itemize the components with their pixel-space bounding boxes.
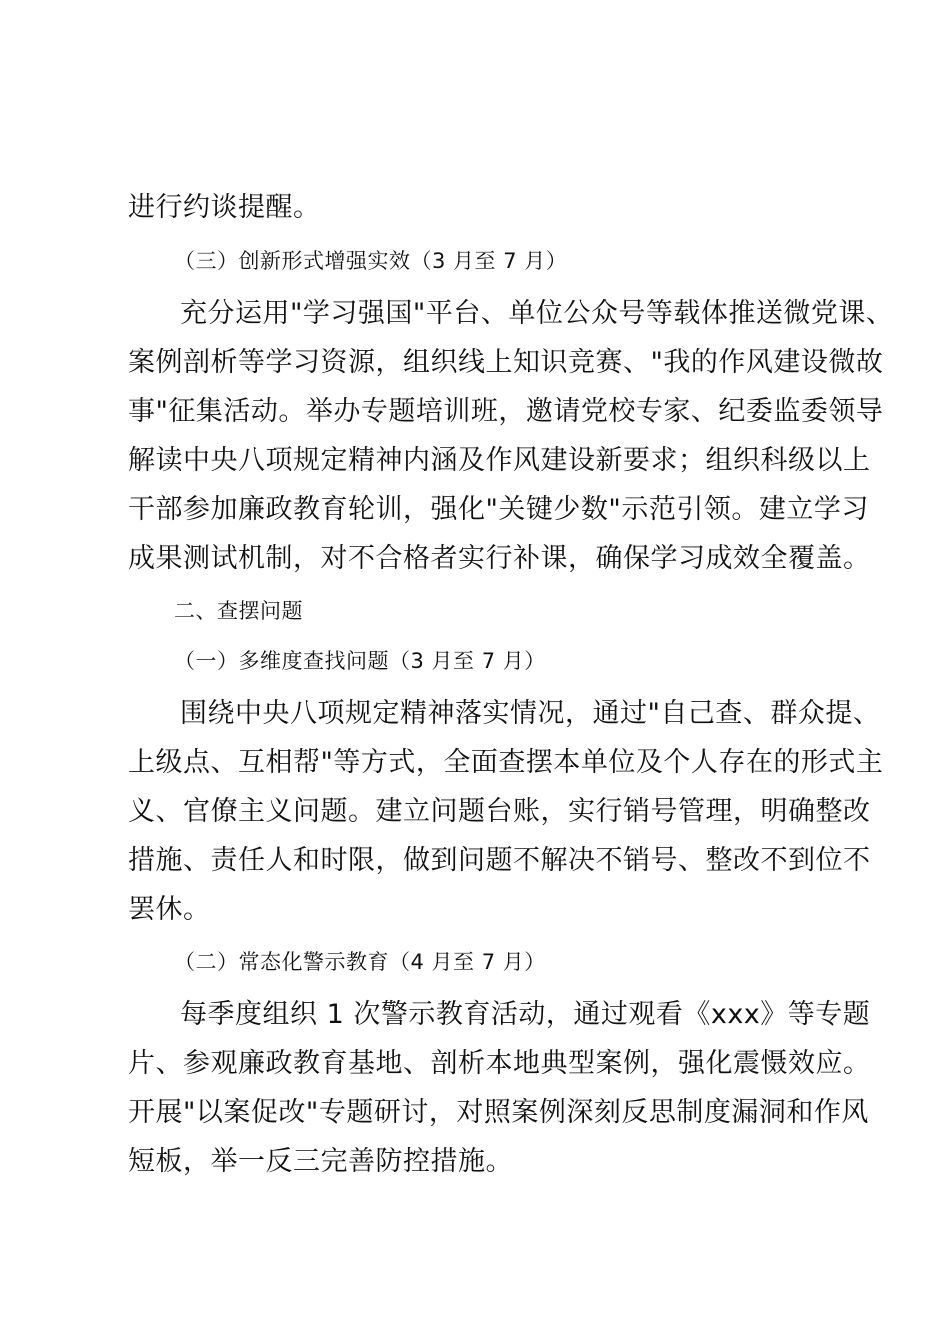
paragraph-line: 短板，举一反三完善防控措施。 (128, 1146, 513, 1177)
paragraph-line: 措施、责任人和时限，做到问题不解决不销号、整改不到位不 (128, 845, 871, 876)
paragraph-line: 上级点、互相帮"等方式，全面查摆本单位及个人存在的形式主 (128, 747, 884, 778)
paragraph-line: 成果测试机制，对不合格者实行补课，确保学习成效全覆盖。 (128, 543, 871, 574)
paragraph-line: 义、官僚主义问题。建立问题台账，实行销号管理，明确整改 (128, 796, 871, 827)
paragraph-line: 开展"以案促改"专题研讨，对照案例深刻反思制度漏洞和作风 (128, 1097, 869, 1128)
section-heading: （三）创新形式增强实效（3 月至 7 月） (174, 249, 568, 273)
document-body (128, 183, 894, 1186)
paragraph-line: 围绕中央八项规定精神落实情况，通过"自己查、群众提、 (180, 698, 881, 729)
paragraph-line: 事"征集活动。举办专题培训班，邀请党校专家、纪委监委领导 (128, 396, 884, 427)
chapter-heading: 二、查摆问题 (174, 599, 303, 623)
paragraph-line: 充分运用"学习强国"平台、单位公众号等载体推送微党课、 (180, 298, 894, 329)
paragraph-line: 干部参加廉政教育轮训，强化"关键少数"示范引领。建立学习 (128, 494, 869, 525)
paragraph-line: 进行约谈提醒。 (128, 192, 321, 223)
paragraph-line: 片、参观廉政教育基地、剖析本地典型案例，强化震慑效应。 (128, 1048, 871, 1079)
paragraph-line: 案例剖析等学习资源，组织线上知识竞赛、"我的作风建设微故 (128, 347, 884, 378)
section-heading: （二）常态化警示教育（4 月至 7 月） (174, 950, 546, 974)
paragraph-line: 每季度组织 1 次警示教育活动，通过观看《xxx》等专题 (180, 999, 871, 1030)
section-heading: （一）多维度查找问题（3 月至 7 月） (174, 649, 546, 673)
paragraph-line: 解读中央八项规定精神内涵及作风建设新要求；组织科级以上 (128, 445, 871, 476)
paragraph-line: 罢休。 (128, 894, 211, 925)
